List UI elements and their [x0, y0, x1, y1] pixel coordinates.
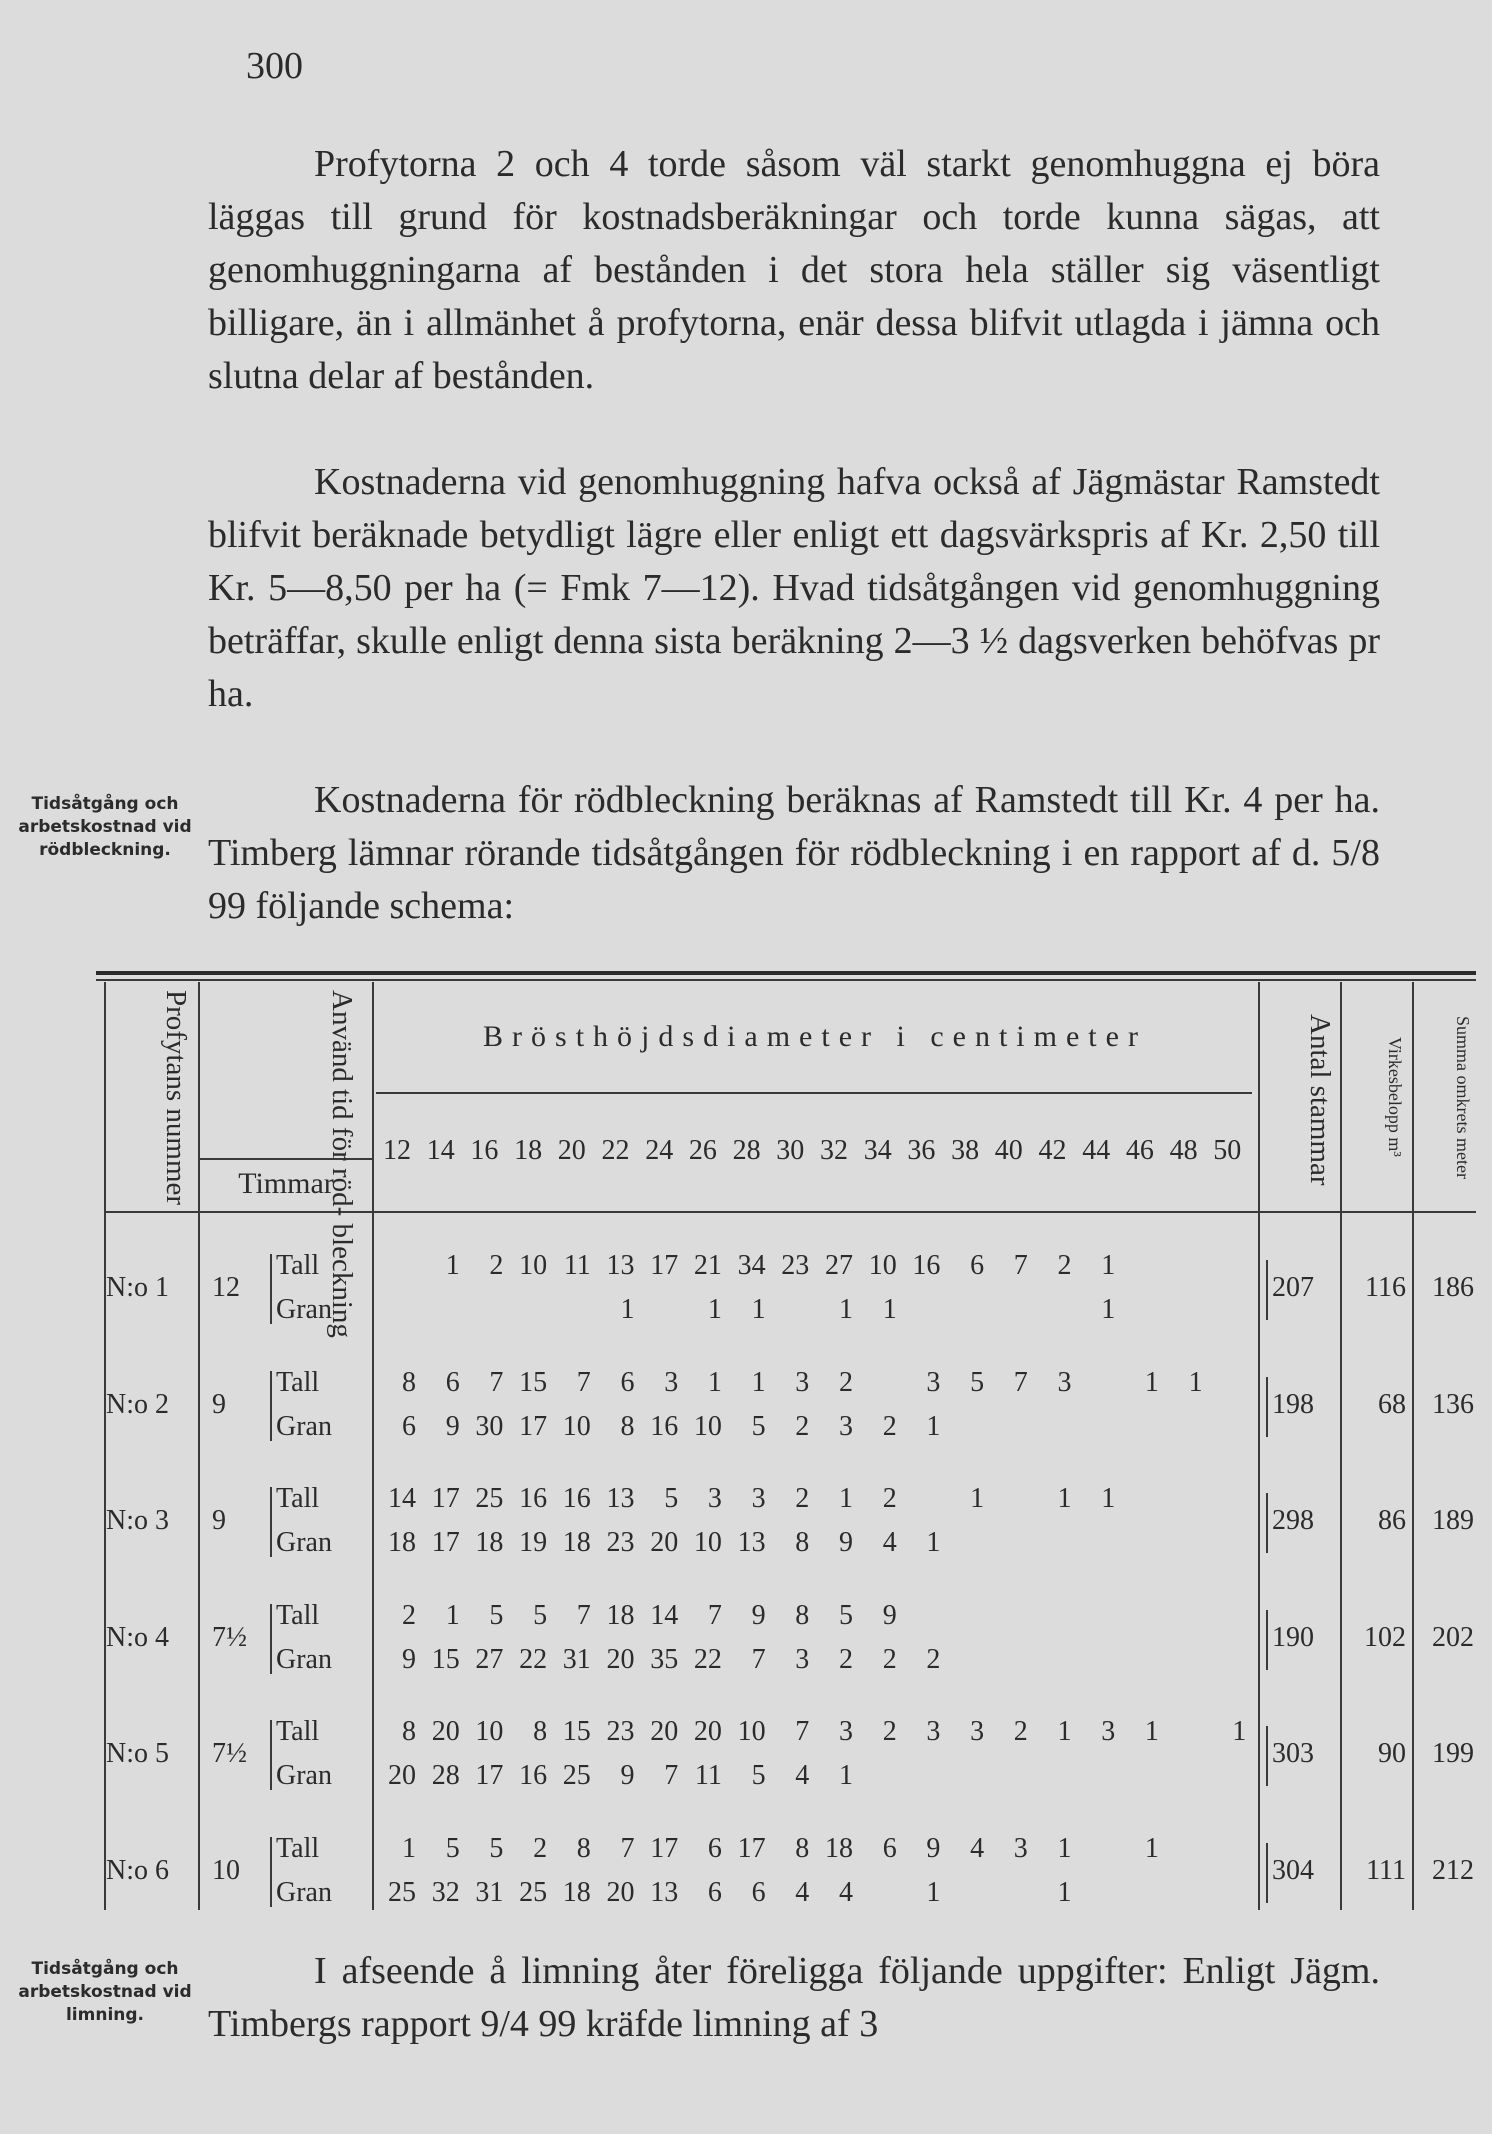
cell-gran: 7 — [751, 1643, 766, 1675]
cell-gran: 4 — [839, 1876, 853, 1908]
row-time: 10 — [212, 1854, 240, 1886]
cell-gran: 9 — [445, 1410, 460, 1442]
cell-tall: 3 — [839, 1716, 853, 1747]
diameter-header: 40 — [994, 1135, 1023, 1166]
cell-gran: 20 — [650, 1527, 679, 1558]
cell-gran: 1 — [751, 1294, 766, 1325]
cell-tall: 3 — [926, 1366, 941, 1398]
table-top-rule-thin — [96, 979, 1476, 981]
cell-gran: 28 — [431, 1760, 460, 1791]
col-line-4 — [1340, 982, 1342, 1910]
diameter-header: 30 — [776, 1135, 805, 1166]
cell-gran: 27 — [475, 1643, 504, 1675]
row-number: N:o 6 — [106, 1854, 169, 1886]
cell-tall: 18 — [606, 1599, 635, 1631]
cell-gran: 17 — [475, 1760, 504, 1791]
row-antal: 298 — [1272, 1505, 1314, 1536]
cell-tall: 1 — [970, 1483, 985, 1514]
col-line-3 — [1258, 982, 1260, 1910]
cell-gran: 9 — [839, 1527, 853, 1558]
cell-tall: 2 — [489, 1250, 504, 1281]
cell-tall: 20 — [693, 1716, 722, 1747]
cell-tall: 1 — [839, 1483, 853, 1514]
cell-tall: 2 — [882, 1716, 897, 1747]
cell-tall: 5 — [664, 1483, 679, 1514]
cell-gran: 17 — [431, 1527, 460, 1558]
row-virke: 111 — [1366, 1854, 1406, 1886]
cell-gran: 10 — [562, 1410, 591, 1442]
cell-tall: 8 — [795, 1832, 810, 1864]
cell-gran: 5 — [751, 1760, 766, 1791]
cell-tall: 1 — [1057, 1716, 1072, 1747]
row-summa: 199 — [1432, 1738, 1474, 1769]
cell-tall: 8 — [402, 1716, 416, 1747]
diameter-header: 14 — [426, 1135, 455, 1166]
cell-tall: 8 — [402, 1366, 416, 1398]
cell-tall: 15 — [519, 1366, 548, 1398]
cell-tall: 1 — [1101, 1250, 1116, 1281]
span-header-rule — [376, 1092, 1252, 1094]
diameter-header: 36 — [907, 1135, 936, 1166]
diameter-header: 26 — [688, 1135, 717, 1166]
cell-gran: 30 — [475, 1410, 504, 1442]
cell-tall: 17 — [650, 1250, 679, 1281]
cell-tall: 7 — [576, 1599, 591, 1631]
cell-gran: 22 — [693, 1643, 722, 1675]
cell-tall: 1 — [1101, 1483, 1116, 1514]
cell-gran: 1 — [839, 1294, 853, 1325]
paragraph-4: I afseende å limning åter föreligga följande uppgifter: Enligt Jägm. Timbergs rapport 9/4 99 kräfde limning af 3 — [208, 1950, 1380, 2045]
cell-tall: 2 — [1057, 1250, 1072, 1281]
cell-gran: 23 — [606, 1527, 635, 1558]
cell-tall: 7 — [489, 1366, 504, 1398]
cell-tall: 14 — [388, 1483, 416, 1514]
row-time: 9 — [212, 1388, 226, 1420]
row-time: 9 — [212, 1505, 226, 1536]
cell-tall: 3 — [751, 1483, 766, 1514]
cell-gran: 7 — [664, 1760, 679, 1791]
cell-gran: 4 — [882, 1527, 897, 1558]
cell-gran: 18 — [562, 1876, 591, 1908]
cell-tall: 6 — [707, 1832, 722, 1864]
cell-tall: 20 — [650, 1716, 679, 1747]
cell-tall: 23 — [781, 1250, 810, 1281]
cell-gran: 1 — [926, 1527, 941, 1558]
table-top-rule — [96, 971, 1476, 975]
cell-tall: 2 — [1013, 1716, 1028, 1747]
cell-gran: 32 — [431, 1876, 460, 1908]
row-virke: 102 — [1364, 1621, 1406, 1653]
cell-gran: 4 — [795, 1876, 810, 1908]
cell-gran: 6 — [751, 1876, 766, 1908]
cell-gran: 20 — [606, 1876, 635, 1908]
cell-tall: 8 — [533, 1716, 548, 1747]
cell-tall: 8 — [795, 1599, 810, 1631]
header-timmar: Timmar — [238, 1167, 334, 1200]
cell-gran: 1 — [707, 1294, 722, 1325]
cell-tall: 10 — [868, 1250, 897, 1281]
cell-gran: 1 — [926, 1410, 941, 1442]
cell-tall: 3 — [970, 1716, 985, 1747]
cell-tall: 9 — [751, 1599, 766, 1631]
cell-tall: 20 — [431, 1716, 460, 1747]
cell-tall: 10 — [475, 1716, 504, 1747]
cell-tall: 1 — [707, 1366, 722, 1398]
cell-tall: 5 — [489, 1832, 504, 1864]
cell-tall: 18 — [825, 1832, 853, 1864]
row-virke: 116 — [1365, 1272, 1406, 1303]
cell-gran: 5 — [751, 1410, 766, 1442]
cell-gran: 6 — [707, 1876, 722, 1908]
gran-label: Gran — [276, 1527, 332, 1558]
cell-gran: 25 — [519, 1876, 548, 1908]
cell-tall: 5 — [839, 1599, 853, 1631]
diameter-header: 34 — [863, 1135, 892, 1166]
cell-tall: 21 — [693, 1250, 722, 1281]
diameter-header: 50 — [1213, 1135, 1242, 1166]
cell-gran: 31 — [562, 1643, 591, 1675]
row-antal: 190 — [1272, 1621, 1314, 1653]
cell-tall: 7 — [620, 1832, 635, 1864]
header-profytans: Profytans nummer — [160, 990, 192, 1206]
cell-tall: 27 — [825, 1250, 853, 1281]
diameter-header: 28 — [732, 1135, 761, 1166]
cell-gran: 6 — [402, 1410, 416, 1442]
margin-note-rodbleckning: Tidsåtgång och arbetskostnad vid rödbleckning. — [18, 794, 192, 860]
cell-gran: 16 — [650, 1410, 679, 1442]
row-virke: 90 — [1378, 1738, 1406, 1769]
cell-tall: 11 — [563, 1250, 591, 1281]
cell-tall: 1 — [1057, 1832, 1072, 1864]
cell-tall: 2 — [795, 1483, 810, 1514]
cell-tall: 9 — [926, 1832, 941, 1864]
cell-tall: 6 — [882, 1832, 897, 1864]
diameter-header: 18 — [514, 1135, 543, 1166]
row-summa: 189 — [1432, 1505, 1474, 1536]
cell-gran: 1 — [839, 1760, 853, 1791]
row-number: N:o 1 — [106, 1272, 169, 1303]
row-number: N:o 5 — [106, 1738, 169, 1769]
gran-label: Gran — [276, 1876, 332, 1908]
tall-label: Tall — [276, 1716, 320, 1747]
tall-label: Tall — [276, 1250, 320, 1281]
header-virkesbelopp: Virkesbelopp m³ — [1385, 1037, 1405, 1157]
cell-gran: 18 — [562, 1527, 591, 1558]
row-number: N:o 3 — [106, 1505, 169, 1536]
cell-gran: 9 — [402, 1643, 416, 1675]
tall-label: Tall — [276, 1366, 320, 1398]
cell-tall: 16 — [519, 1483, 548, 1514]
row-virke: 86 — [1378, 1505, 1406, 1536]
diameter-header: 44 — [1082, 1135, 1111, 1166]
cell-tall: 17 — [737, 1832, 766, 1864]
page-number: 300 — [246, 45, 303, 87]
cell-gran: 9 — [620, 1760, 635, 1791]
cell-gran: 25 — [562, 1760, 591, 1791]
cell-gran: 15 — [431, 1643, 460, 1675]
gran-label: Gran — [276, 1410, 332, 1442]
cell-gran: 13 — [737, 1527, 766, 1558]
cell-gran: 31 — [475, 1876, 504, 1908]
cell-tall: 3 — [1057, 1366, 1072, 1398]
cell-gran: 3 — [839, 1410, 853, 1442]
cell-tall: 14 — [650, 1599, 679, 1631]
cell-tall: 1 — [1057, 1483, 1072, 1514]
header-anvand-tid: Använd tid för röd- bleckning — [326, 990, 358, 1338]
cell-gran: 13 — [650, 1876, 679, 1908]
row-virke: 68 — [1378, 1388, 1406, 1420]
cell-tall: 16 — [912, 1250, 941, 1281]
tall-label: Tall — [276, 1483, 320, 1514]
cell-tall: 17 — [431, 1483, 460, 1514]
cell-tall: 1 — [751, 1366, 766, 1398]
paragraph-3: Kostnaderna för rödbleckning beräknas af Ramstedt till Kr. 4 per ha. Timberg lämnar rörande tidsåtgången för rödbleckning i en rapport af d. 5/8 99 följande schema: — [208, 779, 1380, 927]
cell-gran: 1 — [926, 1876, 941, 1908]
cell-gran: 10 — [693, 1527, 722, 1558]
table-left-line — [104, 982, 106, 1910]
header-bottom-rule — [104, 1211, 1476, 1213]
diameter-header: 38 — [951, 1135, 980, 1166]
cell-gran: 10 — [693, 1410, 722, 1442]
cell-tall: 5 — [489, 1599, 504, 1631]
diameter-header: 20 — [557, 1135, 586, 1166]
cell-tall: 1 — [1144, 1366, 1159, 1398]
diameter-header: 24 — [645, 1135, 674, 1166]
cell-tall: 5 — [533, 1599, 548, 1631]
cell-tall: 1 — [402, 1832, 416, 1864]
cell-tall: 5 — [445, 1832, 460, 1864]
cell-tall: 2 — [839, 1366, 853, 1398]
cell-tall: 8 — [576, 1832, 591, 1864]
row-antal: 304 — [1272, 1854, 1314, 1886]
row-time: 7½ — [212, 1621, 247, 1653]
cell-tall: 10 — [519, 1250, 548, 1281]
cell-gran: 3 — [795, 1643, 810, 1675]
cell-tall: 3 — [926, 1716, 941, 1747]
cell-gran: 1 — [1101, 1294, 1116, 1325]
row-summa: 186 — [1432, 1272, 1474, 1303]
cell-tall: 1 — [1232, 1716, 1247, 1747]
cell-gran: 2 — [795, 1410, 810, 1442]
row-time: 12 — [212, 1272, 240, 1303]
diameter-header: 46 — [1125, 1135, 1154, 1166]
cell-gran: 2 — [882, 1410, 897, 1442]
col-line-5 — [1412, 982, 1414, 1910]
row-number: N:o 4 — [106, 1621, 169, 1653]
paragraph-1: Profytorna 2 och 4 torde såsom väl starkt genomhuggna ej böra läggas till grund för kostnadsberäkningar och torde kunna sägas, att genomhuggningarna af bestånden i det stora hela ställer sig väsentligt billigare, än i allmänhet å profytorna, enär dessa blifvit utlagda i jämna och slutna delar af bestånden. — [208, 143, 1380, 397]
cell-tall: 13 — [606, 1250, 635, 1281]
cell-tall: 7 — [1013, 1366, 1028, 1398]
row-time: 7½ — [212, 1738, 247, 1769]
cell-tall: 9 — [882, 1599, 897, 1631]
cell-gran: 11 — [694, 1760, 722, 1791]
diameter-header: 32 — [820, 1135, 848, 1166]
cell-gran: 18 — [388, 1527, 416, 1558]
cell-gran: 35 — [650, 1643, 679, 1675]
diameter-header: 48 — [1169, 1135, 1198, 1166]
cell-gran: 19 — [519, 1527, 548, 1558]
cell-tall: 34 — [737, 1250, 766, 1281]
cell-tall: 3 — [795, 1366, 810, 1398]
cell-gran: 2 — [882, 1643, 897, 1675]
cell-tall: 2 — [402, 1599, 416, 1631]
cell-tall: 16 — [562, 1483, 591, 1514]
cell-tall: 4 — [970, 1832, 985, 1864]
diameter-header: 12 — [383, 1135, 411, 1166]
cell-gran: 8 — [795, 1527, 810, 1558]
cell-gran: 20 — [606, 1643, 635, 1675]
cell-tall: 15 — [562, 1716, 591, 1747]
gran-label: Gran — [276, 1294, 332, 1325]
cell-gran: 25 — [388, 1876, 416, 1908]
diameter-header: 22 — [601, 1135, 630, 1166]
paragraph-2: Kostnaderna vid genomhuggning hafva också af Jägmästar Ramstedt blifvit beräknade betydligt lägre eller enligt ett dagsvärkspris af Kr. 2,50 till Kr. 5—8,50 per ha (= Fmk 7—12). Hvad tidsåtgången vid genomhuggning beträffar, skulle enligt denna sista beräkning 2—3 ½ dagsverken behöfvas pr ha. — [208, 461, 1380, 715]
cell-tall: 2 — [882, 1483, 897, 1514]
cell-tall: 25 — [475, 1483, 504, 1514]
cell-gran: 17 — [519, 1410, 548, 1442]
cell-tall: 3 — [1101, 1716, 1116, 1747]
diameter-header: 42 — [1038, 1135, 1067, 1166]
cell-tall: 10 — [737, 1716, 766, 1747]
cell-tall: 3 — [707, 1483, 722, 1514]
cell-gran: 22 — [519, 1643, 548, 1675]
cell-tall: 3 — [1013, 1832, 1028, 1864]
row-antal: 207 — [1272, 1272, 1314, 1303]
cell-tall: 3 — [664, 1366, 679, 1398]
cell-tall: 1 — [1144, 1832, 1159, 1864]
header-antal-stammar: Antal stammar — [1304, 1014, 1336, 1186]
cell-tall: 13 — [606, 1483, 635, 1514]
tall-label: Tall — [276, 1832, 320, 1864]
cell-gran: 1 — [1057, 1876, 1072, 1908]
cell-tall: 1 — [1144, 1716, 1159, 1747]
cell-tall: 17 — [650, 1832, 679, 1864]
header-summa-omkrets: Summa omkrets meter — [1453, 1015, 1473, 1179]
tall-label: Tall — [276, 1599, 320, 1631]
cell-tall: 5 — [970, 1366, 985, 1398]
cell-gran: 16 — [519, 1760, 548, 1791]
margin-note-limning: Tidsåtgång och arbetskostnad vid limning. — [18, 1959, 192, 2025]
cell-gran: 2 — [926, 1643, 941, 1675]
row-summa: 212 — [1432, 1854, 1474, 1886]
cell-gran: 4 — [795, 1760, 810, 1791]
cell-gran: 18 — [475, 1527, 504, 1558]
row-number: N:o 2 — [106, 1388, 169, 1420]
cell-tall: 7 — [707, 1599, 722, 1631]
cell-tall: 7 — [795, 1716, 810, 1747]
row-summa: 202 — [1432, 1621, 1474, 1653]
cell-tall: 7 — [1013, 1250, 1028, 1281]
cell-gran: 1 — [620, 1294, 635, 1325]
header-brosthojdsdiameter: Brösthöjdsdiameter i centimeter — [483, 1020, 1147, 1053]
cell-gran: 2 — [839, 1643, 853, 1675]
cell-gran: 20 — [388, 1760, 416, 1791]
cell-tall: 2 — [533, 1832, 548, 1864]
gran-label: Gran — [276, 1760, 332, 1791]
row-antal: 198 — [1272, 1388, 1314, 1420]
cell-gran: 8 — [620, 1410, 635, 1442]
col-line-1 — [198, 982, 200, 1910]
row-summa: 136 — [1432, 1388, 1474, 1420]
diameter-header: 16 — [470, 1135, 499, 1166]
gran-label: Gran — [276, 1643, 332, 1675]
cell-tall: 23 — [606, 1716, 635, 1747]
cell-tall: 1 — [445, 1599, 460, 1631]
cell-tall: 1 — [1188, 1366, 1203, 1398]
cell-tall: 6 — [620, 1366, 635, 1398]
cell-tall: 6 — [445, 1366, 460, 1398]
cell-tall: 6 — [970, 1250, 985, 1281]
cell-gran: 1 — [882, 1294, 897, 1325]
cell-tall: 7 — [576, 1366, 591, 1398]
cell-tall: 1 — [445, 1250, 460, 1281]
row-antal: 303 — [1272, 1738, 1314, 1769]
